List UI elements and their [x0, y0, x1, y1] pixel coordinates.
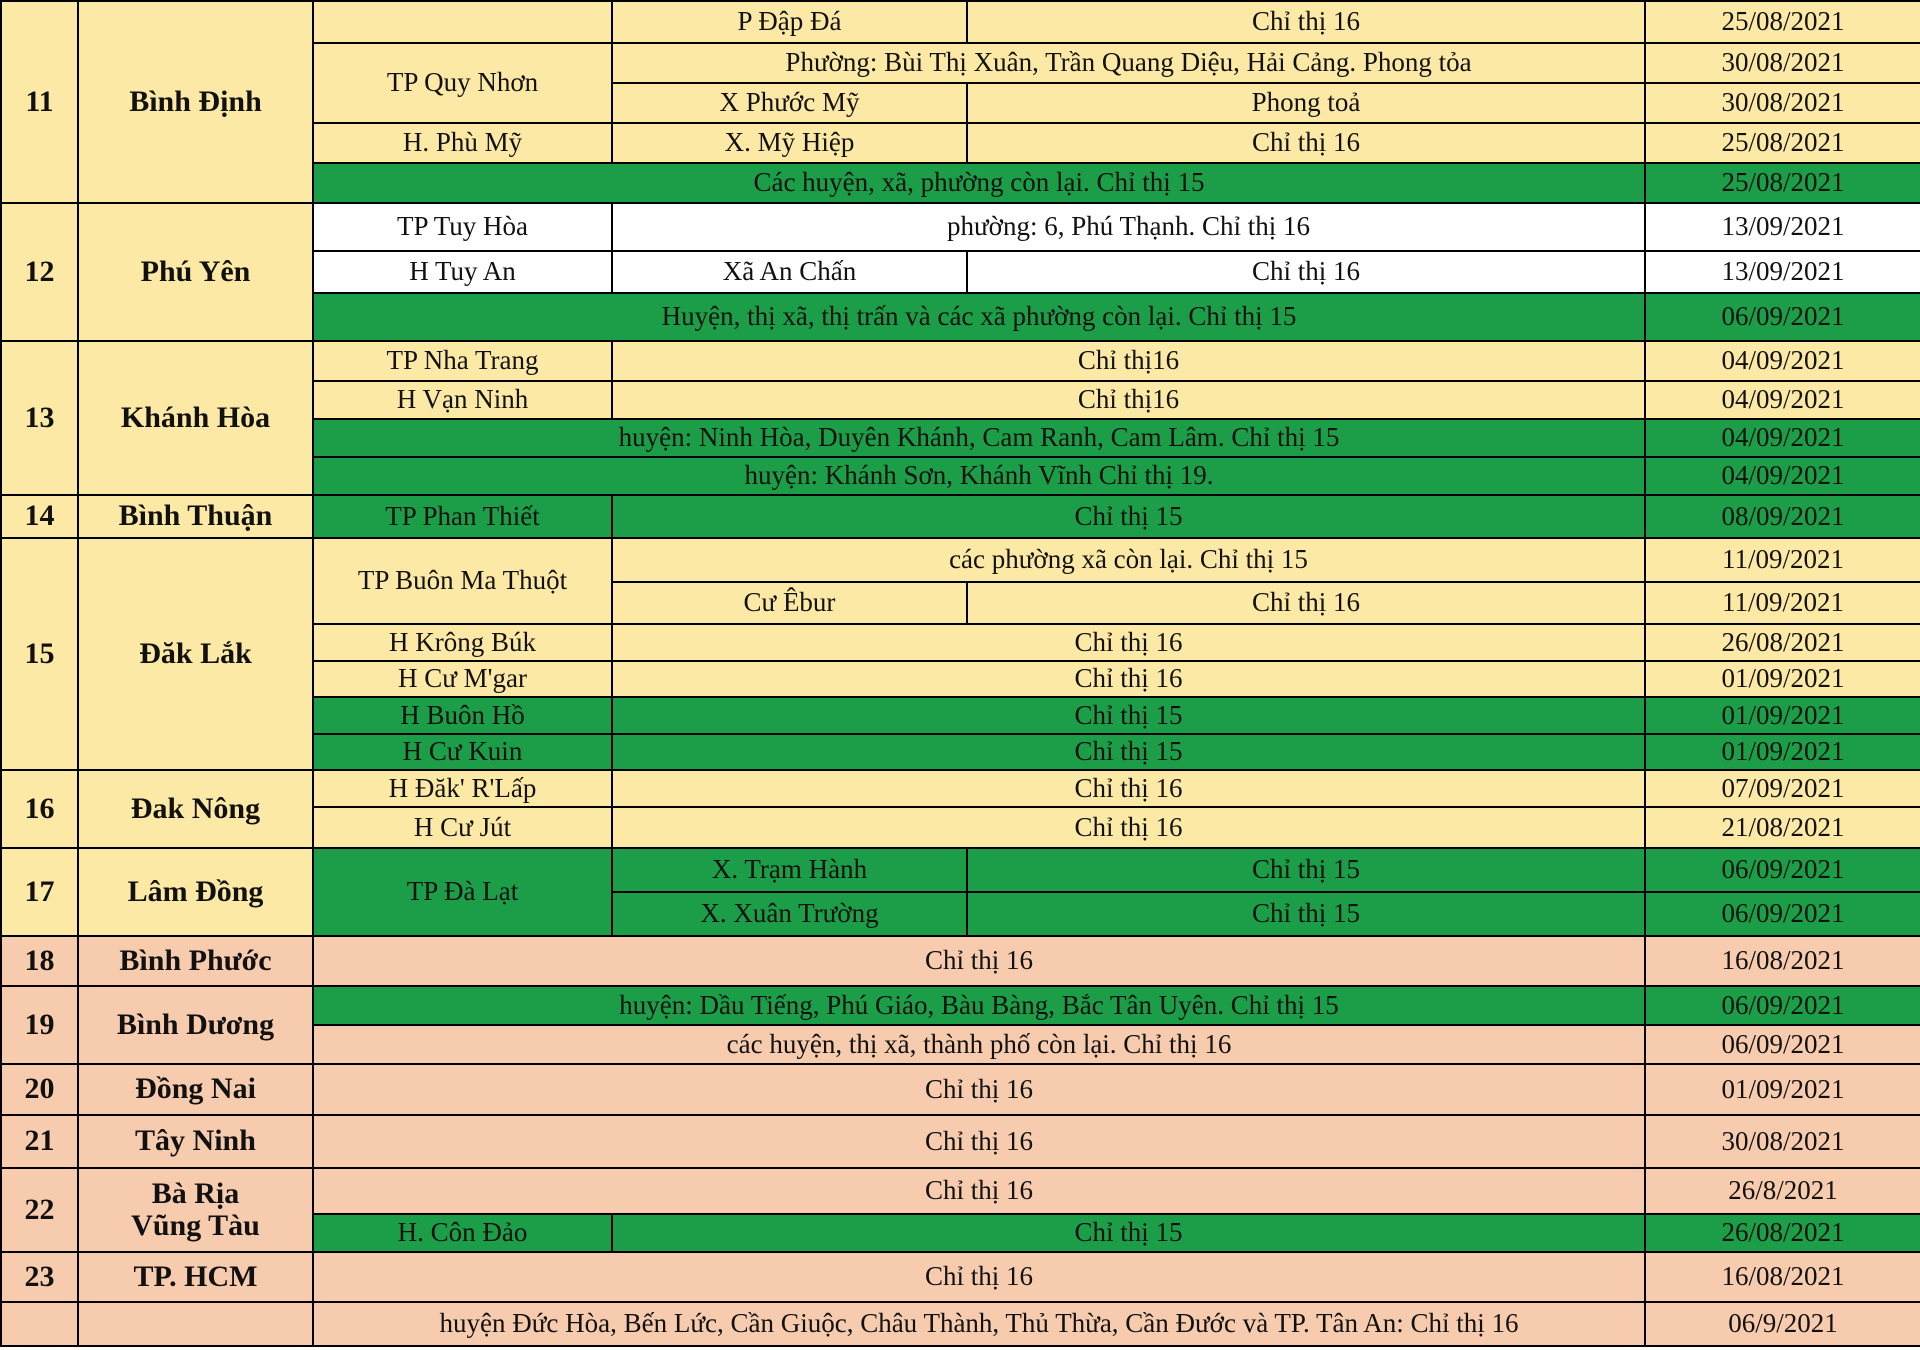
district-cell: H Cư M'gar: [313, 661, 612, 697]
province-name: Đak Nông: [78, 770, 313, 848]
province-name-line: Vũng Tàu: [131, 1209, 260, 1242]
province-name: [78, 1302, 313, 1346]
province-name: [78, 1168, 313, 1252]
province-name: Đồng Nai: [78, 1064, 313, 1115]
measure-cell: Chỉ thị 16: [967, 1, 1645, 43]
province-number: 18: [1, 936, 78, 986]
table-row: [1, 1252, 1920, 1302]
date-cell: 25/08/2021: [1645, 163, 1920, 203]
province-number: 21: [1, 1115, 78, 1168]
date-cell: 16/08/2021: [1645, 936, 1920, 986]
measure-cell: huyện: Dầu Tiếng, Phú Giáo, Bàu Bàng, Bắc Tân Uyên. Chỉ thị 15: [313, 986, 1645, 1025]
date-cell: 11/09/2021: [1645, 582, 1920, 624]
province-name: Bình Phước: [78, 936, 313, 986]
measure-cell: Chỉ thị 16: [313, 1168, 1645, 1214]
measure-cell: Chỉ thị 16: [612, 661, 1645, 697]
measure-cell: Chỉ thị16: [612, 381, 1645, 419]
province-number: 11: [1, 1, 78, 203]
province-name: Phú Yên: [78, 203, 313, 341]
table-row: [1, 538, 1920, 582]
table-row: [1, 341, 1920, 381]
province-number: [1, 1302, 78, 1346]
date-cell: 26/08/2021: [1645, 1214, 1920, 1252]
measure-cell: huyện Đức Hòa, Bến Lức, Cần Giuộc, Châu Thành, Thủ Thừa, Cần Đước và TP. Tân An: Chỉ thị 16: [313, 1302, 1645, 1346]
date-cell: 06/09/2021: [1645, 892, 1920, 936]
province-name: Tây Ninh: [78, 1115, 313, 1168]
date-cell: 04/09/2021: [1645, 457, 1920, 495]
measure-cell: Chỉ thị 16: [313, 936, 1645, 986]
province-number: 16: [1, 770, 78, 848]
measure-cell: Chỉ thị16: [612, 341, 1645, 381]
date-cell: 07/09/2021: [1645, 770, 1920, 807]
province-number: 19: [1, 986, 78, 1064]
date-cell: 30/08/2021: [1645, 43, 1920, 83]
measure-cell: Chỉ thị 16: [313, 1115, 1645, 1168]
date-cell: 06/09/2021: [1645, 1025, 1920, 1064]
measure-cell: Chỉ thị 15: [612, 697, 1645, 734]
measure-cell: các phường xã còn lại. Chỉ thị 15: [612, 538, 1645, 582]
measure-cell: Chỉ thị 16: [967, 582, 1645, 624]
commune-cell: X. Mỹ Hiệp: [612, 123, 967, 163]
province-name-line: Bà Rịa: [151, 1176, 240, 1210]
measure-cell: Chỉ thị 15: [612, 734, 1645, 770]
district-cell: H Vạn Ninh: [313, 381, 612, 419]
district-cell: TP Phan Thiết: [313, 495, 612, 538]
date-cell: 11/09/2021: [1645, 538, 1920, 582]
district-cell: TP Tuy Hòa: [313, 203, 612, 251]
commune-cell: X. Xuân Trường: [612, 892, 967, 936]
district-cell: H Đăk' R'Lấp: [313, 770, 612, 807]
date-cell: 01/09/2021: [1645, 697, 1920, 734]
date-cell: 01/09/2021: [1645, 1064, 1920, 1115]
measure-cell: Phong toả: [967, 83, 1645, 123]
province-name: TP. HCM: [78, 1252, 313, 1302]
table-row: [1, 1064, 1920, 1115]
province-name: Khánh Hòa: [78, 341, 313, 495]
table-row: [1, 848, 1920, 892]
measure-cell: Huyện, thị xã, thị trấn và các xã phường còn lại. Chỉ thị 15: [313, 293, 1645, 341]
date-cell: 08/09/2021: [1645, 495, 1920, 538]
district-cell: H Buôn Hồ: [313, 697, 612, 734]
district-cell: H Cư Kuin: [313, 734, 612, 770]
province-number: 23: [1, 1252, 78, 1302]
district-cell: H Tuy An: [313, 251, 612, 293]
date-cell: 25/08/2021: [1645, 123, 1920, 163]
district-cell: H Cư Jút: [313, 807, 612, 848]
measure-cell: Chỉ thị 16: [967, 251, 1645, 293]
table-row: [1, 1168, 1920, 1214]
district-cell: TP Quy Nhơn: [313, 43, 612, 123]
province-number: 15: [1, 538, 78, 770]
district-cell: TP Đà Lạt: [313, 848, 612, 936]
district-cell: H Krông Búk: [313, 624, 612, 661]
table-row: [1, 986, 1920, 1025]
date-cell: 13/09/2021: [1645, 251, 1920, 293]
measure-cell: Chỉ thị 15: [967, 892, 1645, 936]
table-row: [1, 495, 1920, 538]
measure-cell: Chỉ thị 16: [967, 123, 1645, 163]
district-cell: TP Nha Trang: [313, 341, 612, 381]
measure-cell: Các huyện, xã, phường còn lại. Chỉ thị 15: [313, 163, 1645, 203]
measure-cell: Chỉ thị 16: [612, 624, 1645, 661]
date-cell: 26/8/2021: [1645, 1168, 1920, 1214]
province-name: Lâm Đồng: [78, 848, 313, 936]
measure-cell: Chỉ thị 16: [612, 770, 1645, 807]
measure-cell: Chỉ thị 16: [612, 807, 1645, 848]
date-cell: 06/9/2021: [1645, 1302, 1920, 1346]
province-name: Bình Thuận: [78, 495, 313, 538]
table-row: [1, 936, 1920, 986]
date-cell: 04/09/2021: [1645, 419, 1920, 457]
district-cell: H. Phù Mỹ: [313, 123, 612, 163]
measure-cell: phường: 6, Phú Thạnh. Chỉ thị 16: [612, 203, 1645, 251]
measure-cell: huyện: Khánh Sơn, Khánh Vĩnh Chỉ thị 19.: [313, 457, 1645, 495]
commune-cell: P Đập Đá: [612, 1, 967, 43]
measure-cell: huyện: Ninh Hòa, Duyên Khánh, Cam Ranh, Cam Lâm. Chỉ thị 15: [313, 419, 1645, 457]
date-cell: 13/09/2021: [1645, 203, 1920, 251]
table-row: [1, 203, 1920, 251]
province-name: Bình Định: [78, 1, 313, 203]
province-name: Đăk Lắk: [78, 538, 313, 770]
province-number: 12: [1, 203, 78, 341]
date-cell: 04/09/2021: [1645, 381, 1920, 419]
measure-cell: Phường: Bùi Thị Xuân, Trần Quang Diệu, Hải Cảng. Phong tỏa: [612, 43, 1645, 83]
table-row: [1, 1, 1920, 43]
district-cell: [313, 1, 612, 43]
measure-cell: Chỉ thị 16: [313, 1252, 1645, 1302]
province-number: 13: [1, 341, 78, 495]
date-cell: 21/08/2021: [1645, 807, 1920, 848]
table-row: [1, 770, 1920, 807]
date-cell: 04/09/2021: [1645, 341, 1920, 381]
date-cell: 30/08/2021: [1645, 1115, 1920, 1168]
commune-cell: X Phước Mỹ: [612, 83, 967, 123]
date-cell: 01/09/2021: [1645, 734, 1920, 770]
province-number: 20: [1, 1064, 78, 1115]
measure-cell: Chỉ thị 15: [967, 848, 1645, 892]
date-cell: 01/09/2021: [1645, 661, 1920, 697]
province-number: 17: [1, 848, 78, 936]
province-name: Bình Dương: [78, 986, 313, 1064]
district-cell: H. Côn Đảo: [313, 1214, 612, 1252]
province-number: 14: [1, 495, 78, 538]
table-row: [1, 1302, 1920, 1346]
measure-cell: Chỉ thị 16: [313, 1064, 1645, 1115]
table-row: [1, 1115, 1920, 1168]
commune-cell: X. Trạm Hành: [612, 848, 967, 892]
measure-cell: các huyện, thị xã, thành phố còn lại. Chỉ thị 16: [313, 1025, 1645, 1064]
date-cell: 30/08/2021: [1645, 83, 1920, 123]
date-cell: 25/08/2021: [1645, 1, 1920, 43]
commune-cell: Xã An Chấn: [612, 251, 967, 293]
date-cell: 06/09/2021: [1645, 293, 1920, 341]
measure-cell: Chỉ thị 15: [612, 1214, 1645, 1252]
measure-cell: Chỉ thị 15: [612, 495, 1645, 538]
province-number: 22: [1, 1168, 78, 1252]
date-cell: 06/09/2021: [1645, 986, 1920, 1025]
date-cell: 26/08/2021: [1645, 624, 1920, 661]
date-cell: 06/09/2021: [1645, 848, 1920, 892]
date-cell: 16/08/2021: [1645, 1252, 1920, 1302]
district-cell: TP Buôn Ma Thuột: [313, 538, 612, 624]
commune-cell: Cư Êbur: [612, 582, 967, 624]
